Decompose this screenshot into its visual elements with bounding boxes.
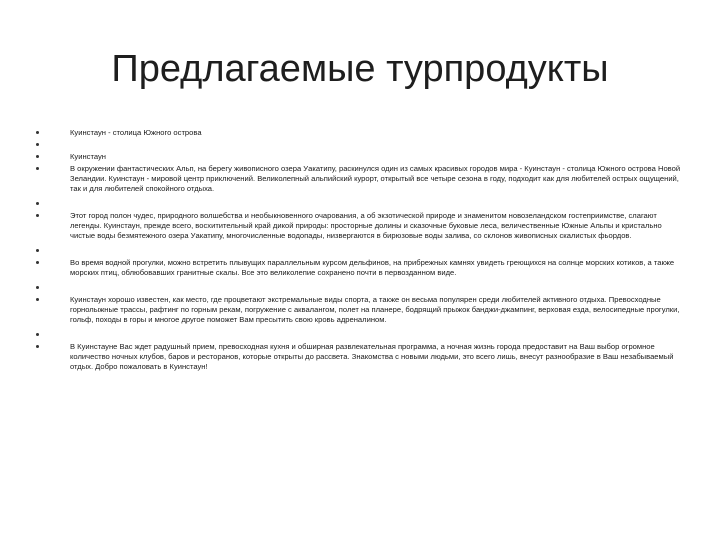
bullet-dot-icon (36, 333, 39, 336)
bullet-dot-icon (36, 261, 39, 264)
bullet-item (36, 330, 686, 340)
bullet-dot-icon (36, 202, 39, 205)
bullet-dot-icon (36, 214, 39, 217)
bullet-text: В Куинстауне Вас ждет радушный прием, превосходная кухня и обширная развлекательная программа, а ночная жизнь города предоставит на Ваш выбор огромное количество ночных клубов, баров и ресторанов, которые открыты до рассвета. Знакомства с новыми людьми, это всего лишь, внесут разнообразие в Ваш незабываемый отдых. Добро пожаловать в Куинстаун! (70, 342, 674, 371)
bullet-item (36, 128, 686, 138)
bullet-list (36, 128, 686, 374)
bullet-item (36, 152, 686, 162)
bullet-item (36, 342, 686, 372)
bullet-dot-icon (36, 131, 39, 134)
bullet-text: Куинстаун - столица Южного острова (70, 128, 202, 137)
bullet-text: Куинстаун (70, 152, 106, 161)
bullet-item (36, 258, 686, 278)
bullet-text: В окружении фантастических Альп, на берегу живописного озера Уакатипу, раскинулся один из самых красивых городов мира - Куинстаун - столица Южного острова Новой Зеландии. Куинстаун - мировой центр приключений. Великолепный альпийский курорт, открытый все четыре сезона в году, подходит как для любителей острых ощущений, так и для любителей спокойного отдыха. (70, 164, 681, 193)
bullet-item (36, 164, 686, 194)
bullet-item (36, 246, 686, 256)
bullet-item (36, 199, 686, 209)
bullet-text: Во время водной прогулки, можно встретить плывущих параллельным курсом дельфинов, на прибрежных камнях увидеть греющихся на солнце морских котиков, а также морских птиц, облюбовавших гранитные скалы. Все это великолепие сохранено почти в первозданном виде. (70, 258, 675, 277)
bullet-dot-icon (36, 345, 39, 348)
bullet-item (36, 283, 686, 293)
bullet-dot-icon (36, 167, 39, 170)
bullet-item (36, 211, 686, 241)
bullet-dot-icon (36, 286, 39, 289)
bullet-text: Куинстаун хорошо известен, как место, где процветают экстремальные виды спорта, а также он весьма популярен среди любителей активного отдыха. Превосходные горнолыжные трассы, рафтинг по горным рекам, погружение с аквалангом, полет на планере, бодрящий прыжок банджи-джампинг, верховая езда, велосипедные прогулки, гольф, походы в горы и многое другое поможет Вам пресытить свою кровь адреналином. (70, 295, 680, 324)
bullet-dot-icon (36, 298, 39, 301)
bullet-dot-icon (36, 155, 39, 158)
slide-title: Предлагаемые турпродукты (111, 48, 609, 90)
bullet-dot-icon (36, 143, 39, 146)
bullet-dot-icon (36, 249, 39, 252)
bullet-item (36, 295, 686, 325)
bullet-text: Этот город полон чудес, природного волшебства и необыкновенного очарования, а об экзотической природе и знаменитом новозеландском гостеприимстве, слагают легенды. Куинстаун, прежде всего, восхитительный край дикой природы: просторные долины и сказочные буковые леса, величественные Южные Альпы и кристально чистые воды безмятежного озера Уакатипу, многочисленные водопады, низвергаются в бирюзовые воды залива, со склонов живописных скалистых фьордов. (70, 211, 662, 240)
bullet-item (36, 140, 686, 150)
